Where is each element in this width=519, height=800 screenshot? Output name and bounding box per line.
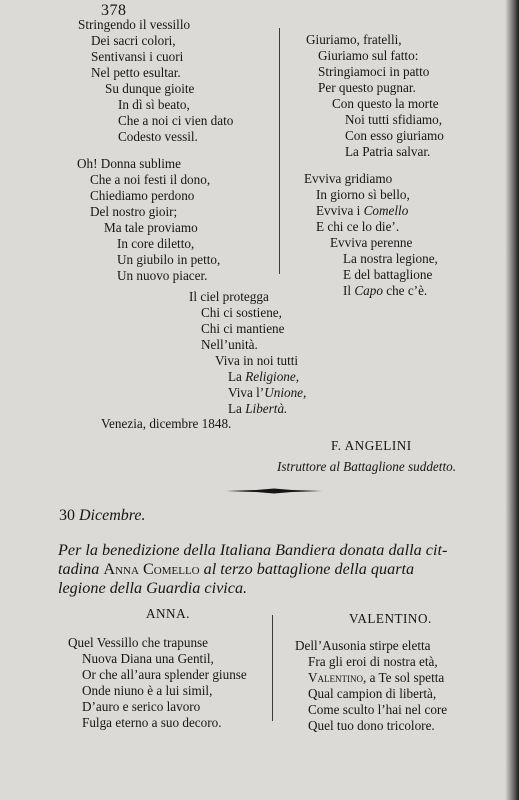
verse-line: Ma tale proviamo <box>104 220 198 235</box>
verse-line: Che a noi festi il dono, <box>90 172 211 187</box>
verse-line <box>316 203 408 219</box>
verse-line: Giuriamo sul fatto: <box>318 48 419 63</box>
date-number: 30 <box>59 507 75 524</box>
title-text: al terzo battaglione della quarta <box>199 560 415 578</box>
verse-line: Con esso giuriamo <box>345 128 444 143</box>
verse-text: Il <box>343 283 355 298</box>
verse-line: E del battaglione <box>343 267 433 282</box>
verse-line <box>228 401 287 417</box>
verse-line: D’auro e serico lavoro <box>82 699 201 714</box>
verse-line: Nuova Diana una Gentil, <box>82 651 214 666</box>
date-month: Dicembre. <box>79 507 146 524</box>
verse-line: Evviva gridiamo <box>304 171 393 186</box>
title-text: tadina <box>58 560 104 578</box>
verse-line: In giorno sì bello, <box>316 187 410 202</box>
verse-line: Che a noi ci vien dato <box>118 113 234 128</box>
verse-line: Chiediamo perdono <box>90 188 195 203</box>
speaker-valentino: VALENTINO. <box>349 611 432 626</box>
verse-line: Nel petto esultar. <box>91 65 181 80</box>
verse-line: In dì sì beato, <box>118 97 190 112</box>
verse-line <box>343 283 427 299</box>
verse-line <box>228 369 299 385</box>
verse-line: Stringendo il vessillo <box>78 17 191 32</box>
verse-line: Noi tutti sfidiamo, <box>345 112 443 127</box>
verse-line: Fulga eterno a suo decoro. <box>82 715 222 730</box>
verse-text: , a Te sol spetta <box>363 670 445 685</box>
title-line <box>58 560 414 579</box>
verse-line: Fra gli eroi di nostra età, <box>308 654 438 669</box>
name-comello: Comello <box>363 203 409 218</box>
verse-line <box>228 385 306 401</box>
verse-text: Viva l’ <box>228 385 265 400</box>
binding-shadow <box>505 0 519 800</box>
ornamental-rule <box>226 488 322 494</box>
verse-line <box>308 670 444 686</box>
verse-line: Su dunque gioite <box>105 81 195 96</box>
verse-line: Con questo la morte <box>332 96 439 111</box>
verse-text: La <box>228 369 246 384</box>
name-anna-comello: Anna Comello <box>103 560 200 578</box>
verse-line: Stringiamoci in patto <box>318 64 430 79</box>
verse-line: Giuriamo, fratelli, <box>306 32 402 47</box>
verse-text: che c’è. <box>382 283 428 298</box>
verse-line: Codesto vessil. <box>118 129 198 144</box>
title-line: Per la benedizione della Italiana Bandiera donata dalla cit- <box>58 541 448 559</box>
verse-line: Qual campion di libertà, <box>308 686 437 701</box>
verse-line: Onde niuno è a lui simil, <box>82 683 213 698</box>
page-number: 378 <box>101 2 127 19</box>
word-unione: Unione, <box>264 385 307 400</box>
verse-line: Il ciel protegga <box>189 289 269 304</box>
verse-line: Dei sacri colori, <box>91 33 176 48</box>
verse-line: Chi ci sostiene, <box>201 305 282 320</box>
verse-line: Sentivansi i cuori <box>91 49 184 64</box>
verse-line: Quel Vessillo che trapunse <box>68 635 209 650</box>
verse-line: Nell’unità. <box>201 337 258 352</box>
verse-line: Quel tuo dono tricolore. <box>308 718 435 733</box>
place-date: Venezia, dicembre 1848. <box>101 416 232 431</box>
verse-line: Oh! Donna sublime <box>77 156 182 171</box>
verse-line: La nostra legione, <box>343 251 438 266</box>
verse-text: Evviva i <box>316 203 364 218</box>
title-line: legione della Guardia civica. <box>58 579 248 597</box>
section-date <box>59 507 146 525</box>
verse-text: La <box>228 401 246 416</box>
name-valentino: Valentino <box>308 670 364 685</box>
word-religione: Religione, <box>245 369 300 384</box>
verse-line: Viva in noi tutti <box>215 353 299 368</box>
verse-line: Evviva perenne <box>330 235 413 250</box>
verse-line: Del nostro gioir; <box>90 204 178 219</box>
speaker-anna: ANNA. <box>146 606 190 621</box>
column-divider <box>272 615 273 721</box>
word-liberta: Libertà. <box>245 401 288 416</box>
verse-line: Come sculto l’hai nel core <box>308 702 448 717</box>
word-capo: Capo <box>354 283 383 298</box>
verse-line: Un nuovo piacer. <box>117 268 208 283</box>
column-divider <box>279 28 280 274</box>
verse-line: Per questo pugnar. <box>318 80 416 95</box>
verse-line: La Patria salvar. <box>345 144 431 159</box>
signature-name: F. ANGELINI <box>331 438 412 453</box>
verse-line: Chi ci mantiene <box>201 321 285 336</box>
signature-role: Istruttore al Battaglione suddetto. <box>277 459 456 474</box>
verse-line: Or che all’aura splender giunse <box>82 667 247 682</box>
verse-line: Un giubilo in petto, <box>117 252 221 267</box>
verse-line: In core diletto, <box>117 236 195 251</box>
verse-line: Dell’Ausonia stirpe eletta <box>295 638 431 653</box>
verse-line: E chi ce lo die’. <box>316 219 400 234</box>
